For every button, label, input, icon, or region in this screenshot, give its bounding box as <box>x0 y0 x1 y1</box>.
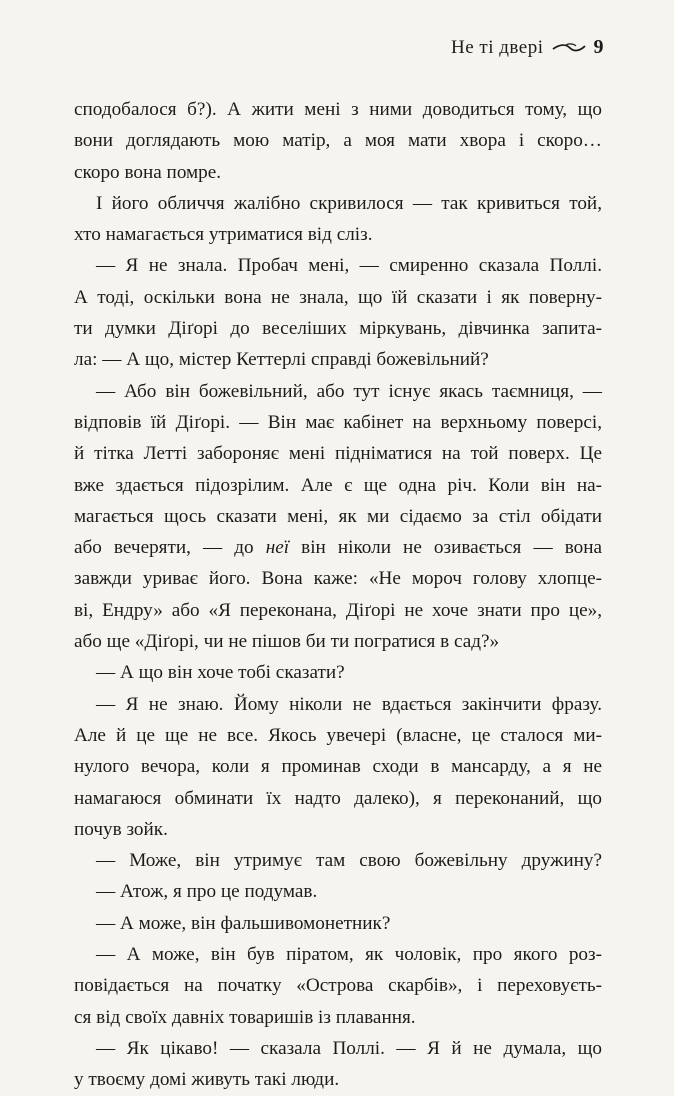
text-line: ся від своїх давніх товаришів із плавання. <box>74 1006 416 1028</box>
text-line: І його обличчя жалібно скривилося — так кривиться той, <box>96 192 602 214</box>
text-line: або ще «Діґорі, чи не пішов би ти погратися в сад?» <box>74 631 500 653</box>
text-line: — Може, він утримує там свою божевільну дружину? <box>96 850 602 872</box>
text-line: — А що він хоче тобі сказати? <box>96 662 345 684</box>
text-line: ві, Ендру» або «Я переконана, Діґорі не хоче знати про це», <box>74 599 602 621</box>
text-line: хто намагається утриматися від сліз. <box>74 224 373 246</box>
text-line: у твоєму домі живуть такі люди. <box>74 1069 340 1091</box>
text-line: або вечеряти, — до неї він ніколи не озивається — вона <box>74 537 603 559</box>
text-line: магається щось сказати мені, як ми сідаємо за стіл обідати <box>74 505 602 527</box>
running-title: Не ті двері <box>451 36 544 58</box>
text-line: — А може, він був піратом, як чоловік, про якого роз- <box>96 944 602 966</box>
emphasis: неї <box>265 537 290 559</box>
text-line: ти думки Діґорі до веселіших міркувань, дівчинка запита- <box>74 318 602 340</box>
text-line: вони доглядають мою матір, а моя мати хвора і скоро… <box>74 130 602 152</box>
text-line: Але й це ще не все. Якось увечері (власне, це сталося ми- <box>74 724 602 746</box>
text-line: й тітка Летті забороняє мені підніматися на той поверх. Це <box>74 443 602 465</box>
text-line: ла: — А що, містер Кеттерлі справді божевільний? <box>74 349 489 371</box>
text-line: — Я не знала. Пробач мені, — смиренно сказала Поллі. <box>96 255 602 277</box>
text-line: — Атож, я про це подумав. <box>96 881 318 903</box>
text-line: завжди уриває його. Вона каже: «Не мороч голову хлопце- <box>74 568 602 590</box>
text-line: відповів їй Діґорі. — Він має кабінет на верхньому поверсі, <box>74 411 602 433</box>
running-header <box>451 36 604 59</box>
text-line: почув зойк. <box>74 818 168 840</box>
text-line: повідається на початку «Острова скарбів», і переховуєть- <box>74 975 602 997</box>
text-line: нулого вечора, коли я проминав сходи в мансарду, а я не <box>74 756 602 778</box>
text-line: — Як цікаво! — сказала Поллі. — Я й не думала, що <box>96 1037 602 1059</box>
body-text <box>74 94 602 1096</box>
flourish-ornament-icon <box>552 42 586 54</box>
text-line: скоро вона помре. <box>74 161 222 183</box>
text-line: — Або він божевільний, або тут існує якась таємниця, — <box>96 380 602 402</box>
text-line: — Я не знаю. Йому ніколи не вдається закінчити фразу. <box>96 693 602 715</box>
text-line: А тоді, оскільки вона не знала, що їй сказати і як поверну- <box>74 286 602 308</box>
text-line: сподобалося б?). А жити мені з ними доводиться тому, що <box>74 99 602 120</box>
page-number: 9 <box>593 36 604 58</box>
text-line: вже здається підозрілим. Але є ще одна річ. Коли він на- <box>74 474 602 496</box>
text-line: намагаюся обминати їх надто далеко), я переконаний, що <box>74 787 602 809</box>
text-line: — А може, він фальшивомонетник? <box>96 912 391 934</box>
